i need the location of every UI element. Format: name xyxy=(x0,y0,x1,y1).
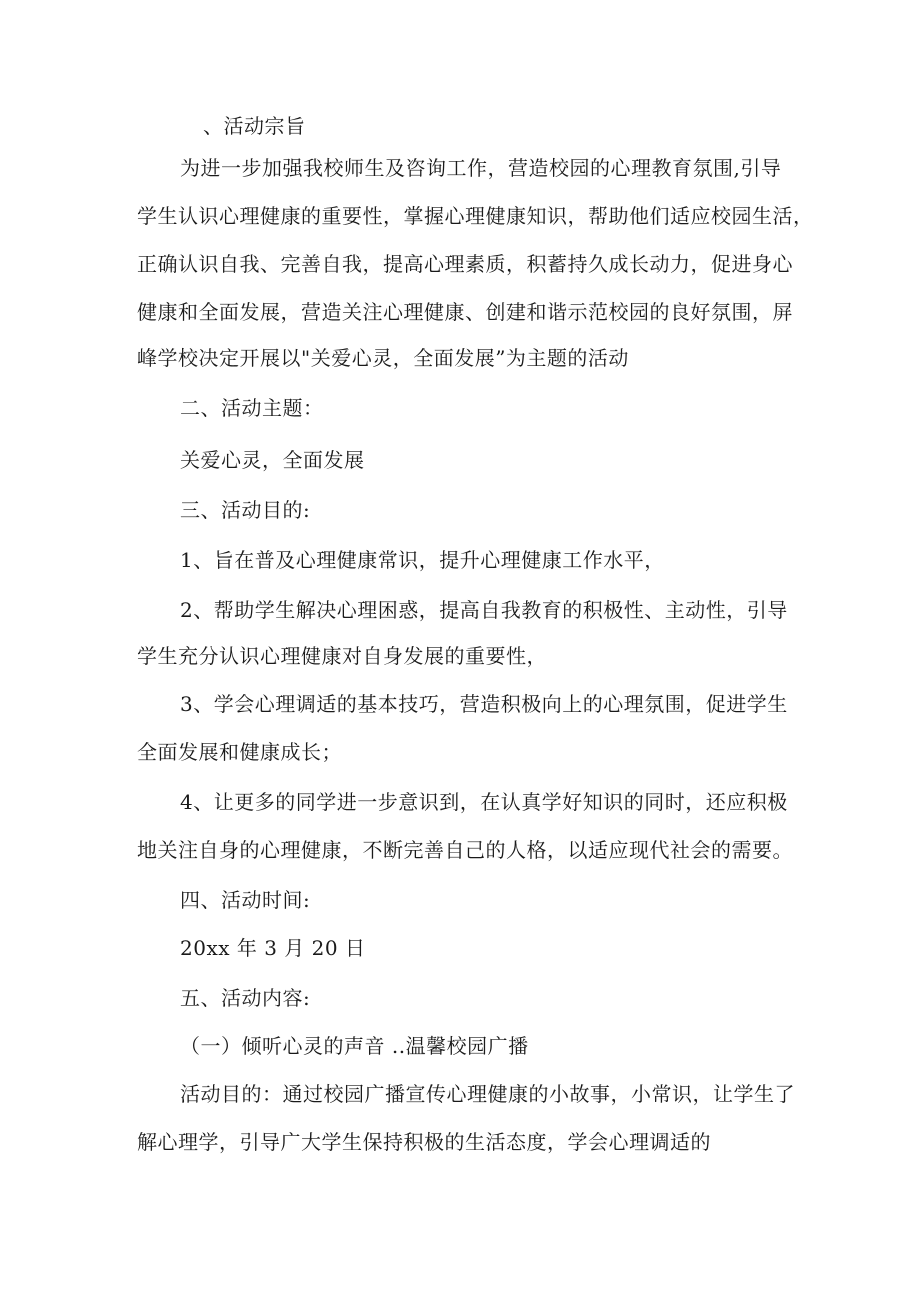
goal-item-continuation: 学生充分认识心理健康对自身发展的重要性， xyxy=(137,644,547,668)
section-heading-content: 五、活动内容: xyxy=(180,986,311,1010)
section-heading-theme: 二、活动主题： xyxy=(180,396,324,420)
goal-item-continuation: 地关注自身的心理健康，不断完善自己的人格，以适应现代社会的需要。 xyxy=(137,838,793,862)
goal-item: 3、学会心理调适的基本技巧，营造积极向上的心理氛围，促进学生 xyxy=(180,692,788,716)
paragraph-line: 为进一步加强我校师生及咨询工作，营造校园的心理教育氛围,引导 xyxy=(180,156,782,180)
subsection-heading: （一）倾听心灵的声音 ..温馨校园广播 xyxy=(180,1034,529,1058)
paragraph-line: 正确认识自我、完善自我，提高心理素质，积蓄持久成长动力，促进身心 xyxy=(137,252,793,276)
event-date: 20xx 年 3 月 20 日 xyxy=(180,936,366,960)
section-heading-purpose: 、活动宗旨 xyxy=(203,114,306,138)
paragraph-line: 解心理学，引导广大学生保持积极的生活态度，学会心理调适的 xyxy=(137,1130,711,1154)
paragraph-line: 健康和全面发展，营造关注心理健康、创建和谐示范校园的良好氛围，屏 xyxy=(137,300,793,324)
paragraph-line: 活动目的：通过校园广播宣传心理健康的小故事，小常识，让学生了 xyxy=(180,1082,795,1106)
paragraph-line: 峰学校决定开展以"关爱心灵，全面发展”为主题的活动 xyxy=(137,346,629,370)
section-heading-time: 四、活动时间: xyxy=(180,888,311,912)
goal-item: 1、旨在普及心理健康常识，提升心理健康工作水平， xyxy=(180,548,665,572)
section-heading-goals: 三、活动目的: xyxy=(180,498,311,522)
theme-text: 关爱心灵，全面发展 xyxy=(180,448,365,472)
goal-item-continuation: 全面发展和健康成长； xyxy=(137,740,342,764)
goal-item: 2、帮助学生解决心理困惑，提高自我教育的积极性、主动性，引导 xyxy=(180,598,788,622)
goal-item: 4、让更多的同学进一步意识到，在认真学好知识的同时，还应积极 xyxy=(180,790,788,814)
paragraph-line: 学生认识心理健康的重要性，掌握心理健康知识，帮助他们适应校园生活， xyxy=(137,204,814,228)
